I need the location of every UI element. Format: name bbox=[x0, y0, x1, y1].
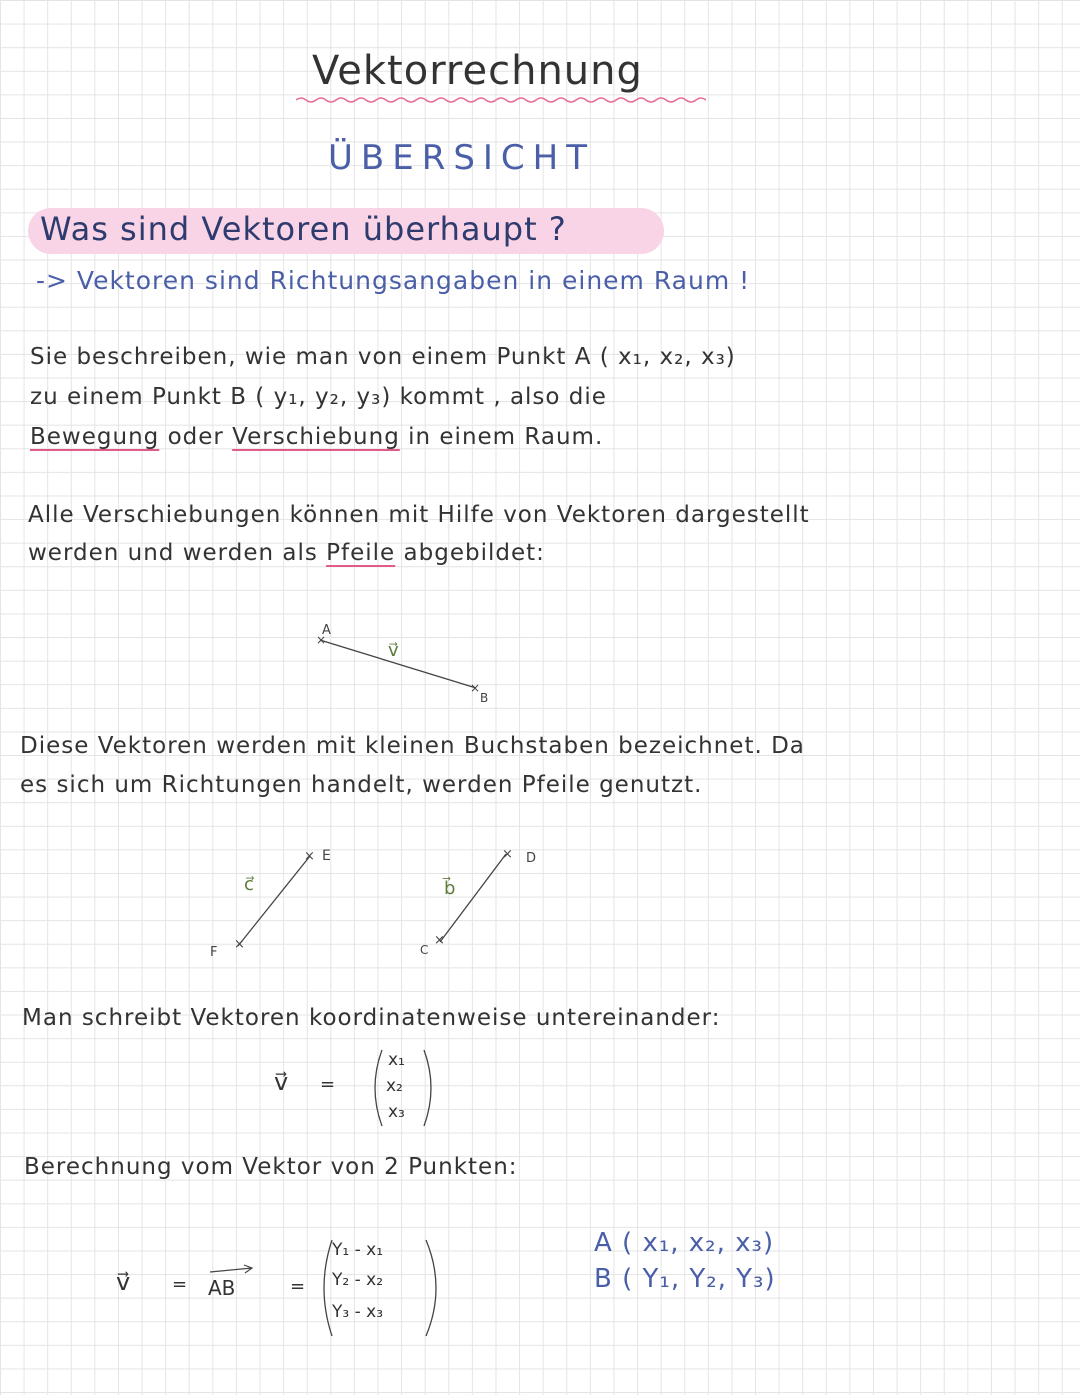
para2-line2-c: abgebildet: bbox=[403, 540, 545, 566]
para3-line2: es sich um Richtungen handelt, werden Pfeile genutzt. bbox=[20, 772, 703, 798]
difference-lhs: v⃗ bbox=[116, 1268, 131, 1296]
term-verschiebung: Verschiebung bbox=[232, 424, 400, 450]
point-d-label: D bbox=[526, 851, 537, 866]
para3-line1: Diese Vektoren werden mit kleinen Buchstaben bezeichnet. Da bbox=[20, 733, 805, 759]
word-oder: oder bbox=[167, 424, 224, 450]
point-b-cross: × bbox=[470, 681, 481, 695]
para1-line2: zu einem Punkt B ( y₁, y₂, y₃) kommt , also die bbox=[30, 384, 607, 410]
para2-line2-a: werden und werden als bbox=[28, 540, 318, 566]
difference-row2: Y₂ - x₂ bbox=[332, 1270, 384, 1290]
question-heading: Was sind Vektoren überhaupt ? bbox=[40, 210, 567, 248]
point-f-label: F bbox=[210, 945, 218, 960]
difference-eq2: = bbox=[290, 1276, 306, 1297]
word-in-einem-raum: in einem Raum. bbox=[408, 424, 604, 450]
point-b-label: B bbox=[480, 691, 489, 705]
column-vector-x1: x₁ bbox=[388, 1050, 405, 1070]
difference-row1: Y₁ - x₁ bbox=[332, 1240, 384, 1260]
vector-fe-line bbox=[238, 856, 310, 946]
vector-diagram-parallel bbox=[200, 836, 580, 966]
point-a-coordinates: A ( x₁, x₂, x₃) bbox=[594, 1228, 775, 1258]
difference-ab bbox=[208, 1276, 235, 1300]
vector-diagram-ab bbox=[300, 612, 520, 712]
para2-line2 bbox=[28, 540, 545, 566]
point-f-cross: × bbox=[234, 937, 245, 952]
title-wavy-underline bbox=[296, 96, 706, 104]
point-d-cross: × bbox=[502, 847, 513, 862]
answer-line: -> Vektoren sind Richtungsangaben in einem Raum ! bbox=[36, 266, 751, 295]
vector-b-label: b⃗ bbox=[444, 878, 456, 899]
difference-row3: Y₃ - x₃ bbox=[332, 1302, 384, 1322]
page-subtitle: ÜBERSICHT bbox=[328, 138, 596, 178]
point-e-label: E bbox=[322, 848, 331, 864]
para4: Man schreibt Vektoren koordinatenweise untereinander: bbox=[22, 1005, 721, 1031]
difference-eq1: = bbox=[172, 1274, 188, 1295]
para1-line3 bbox=[30, 424, 603, 450]
vector-v-label: v⃗ bbox=[388, 640, 399, 661]
para1-line1: Sie beschreiben, wie man von einem Punkt A ( x₁, x₂, x₃) bbox=[30, 344, 736, 370]
vector-c-label: c⃗ bbox=[244, 874, 254, 895]
point-e-cross: × bbox=[304, 849, 315, 864]
point-c-cross: × bbox=[434, 933, 445, 948]
ab-arrow-icon bbox=[208, 1264, 256, 1276]
column-vector-lhs: v⃗ bbox=[274, 1068, 289, 1096]
point-c-label: C bbox=[420, 943, 429, 957]
para2-line1: Alle Verschiebungen können mit Hilfe von Vektoren dargestellt bbox=[28, 502, 810, 528]
term-pfeile: Pfeile bbox=[326, 540, 396, 566]
para5: Berechnung vom Vektor von 2 Punkten: bbox=[24, 1154, 518, 1180]
column-vector-eq: = bbox=[320, 1074, 336, 1095]
difference-ab-label: AB bbox=[208, 1276, 236, 1300]
term-bewegung: Bewegung bbox=[30, 424, 160, 450]
column-vector-x2: x₂ bbox=[386, 1076, 403, 1096]
page-title: Vektorrechnung bbox=[312, 48, 643, 94]
column-vector-x3: x₃ bbox=[388, 1102, 405, 1122]
point-a-cross: × bbox=[316, 633, 327, 647]
point-b-coordinates: B ( Y₁, Y₂, Y₃) bbox=[594, 1264, 776, 1294]
point-a-label: A bbox=[322, 623, 331, 638]
